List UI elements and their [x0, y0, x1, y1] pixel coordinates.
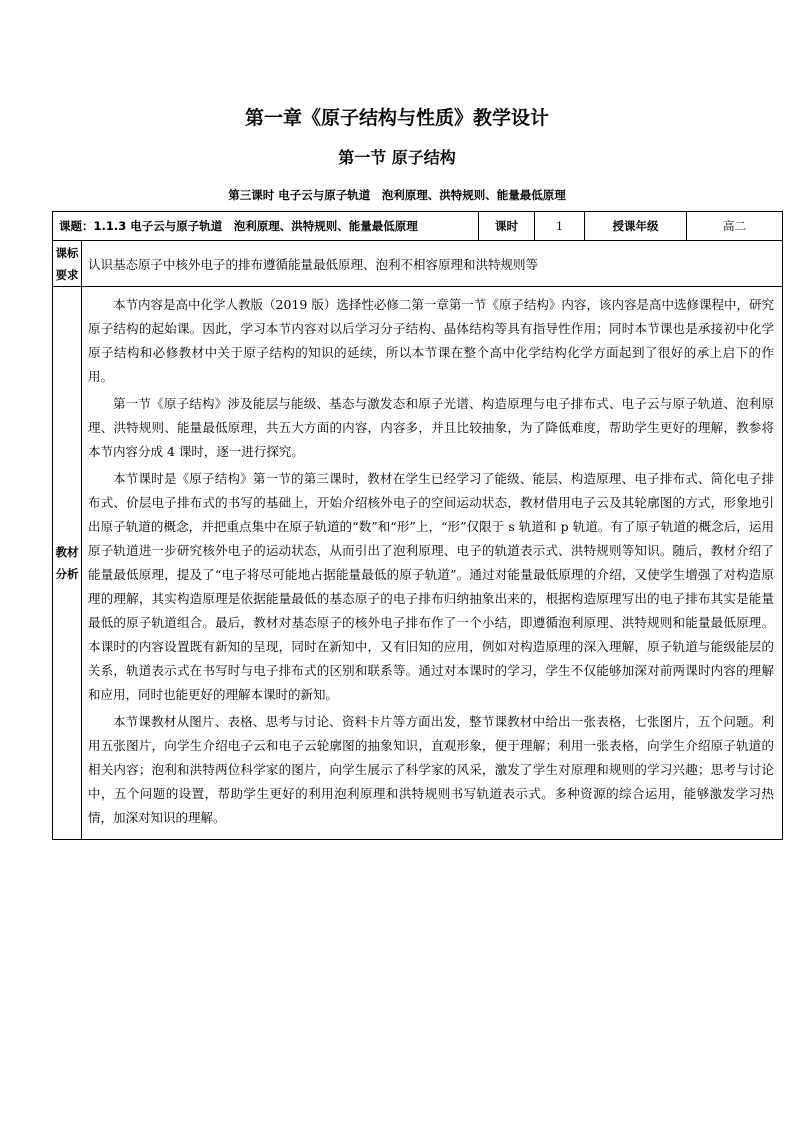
requirement-row: [53, 241, 783, 287]
lesson-plan-table: [52, 211, 783, 840]
topic-cell: [53, 212, 479, 241]
requirement-label-line-1: 课标: [55, 245, 79, 260]
header-row: [53, 212, 783, 241]
analysis-paragraph-1: 本节内容是高中化学人教版（2019 版）选择性必修二第一章第一节《原子结构》内容，该内容是高中选修课程中，研究原子结构的起始课。因此，学习本节内容对以后学习分子结构、晶体结构等具有指导性作用；同时本节课也是承接初中化学原子结构和必修教材中关于原子结构的知识的延续，所以本节课在整个高中化学结构化学方面起到了很好的承上启下的作用。: [88, 297, 774, 384]
grade-label: 授课年级: [585, 212, 687, 241]
topic-label: 课题：: [59, 219, 94, 233]
requirement-text: 认识基态原子中核外电子的排布遵循能量最低原理、泡利不相容原理和洪特规则等: [82, 241, 783, 287]
analysis-label-line-1: 教材: [55, 545, 79, 559]
requirement-label-line-2: 要求: [55, 267, 79, 282]
period-value: 1: [535, 212, 585, 241]
analysis-content: [82, 287, 783, 840]
document-title: 第一章《原子结构与性质》教学设计: [244, 107, 549, 129]
topic-value: 1.1.3 电子云与原子轨道 泡利原理、洪特规则、能量最低原理: [93, 219, 418, 233]
analysis-label: [53, 287, 82, 840]
section-title: 第一节 原子结构: [338, 148, 456, 167]
analysis-paragraph-2: 第一节《原子结构》涉及能层与能级、基态与激发态和原子光谱、构造原理与电子排布式、电子云与原子轨道、泡利原理、洪特规则、能量最低原理，共五大方面的内容，内容多，并且比较抽象，为了降低难度，帮助学生更好的理解，教参将本节内容分成 4 课时，逐一进行探究。: [88, 396, 774, 459]
analysis-paragraph-4: 本节课教材从图片、表格、思考与讨论、资料卡片等方面出发，整节课教材中给出一张表格，七张图片，五个问题。利用五张图片，向学生介绍电子云和电子云轮廓图的抽象知识，直观形象，便于理解；利用一张表格，向学生介绍原子轨道的相关内容；泡利和洪特两位科学家的图片，向学生展示了科学家的风采，激发了学生对原理和规则的学习兴趣；思考与讨论中，五个问题的设置，帮助学生更好的利用泡利原理和洪特规则书写轨道表示式。多种资源的综合运用，能够激发学习热情，加深对知识的理解。: [88, 714, 774, 825]
analysis-paragraph-3: 本节课时是《原子结构》第一节的第三课时，教材在学生已经学习了能级、能层、构造原理、电子排布式、简化电子排布式、价层电子排布式的书写的基础上，开始介绍核外电子的空间运动状态，教材借用电子云及其轮廓图的方式，形象地引出原子轨道的概念，并把重点集中在原子轨道的“数”和“形”上，“形”仅限于 s 轨道和 p 轨道。有了原子轨道的概念后，运用原子轨道进一步研究核外电子的运动状态，从而引出了泡利原理、电子的轨道表示式、洪特规则等知识。随后，教材介绍了能量最低原理，提及了“电子将尽可能地占据能量最低的原子轨道”。通过对能量最低原理的介绍，又使学生增强了对构造原理的理解，其实构造原理是依据能量最低的基态原子的电子排布归纳抽象出来的，根据构造原理写出的电子排布其实是能量最低的原子轨道组合。最后，教材对基态原子的核外电子排布作了一个小结，即遵循泡利原理、洪特规则和能量最低原理。本课时的内容设置既有新知的呈现，同时在新知中，又有旧知的应用，例如对构造原理的深入理解，原子轨道与能级能层的关系，轨道表示式在书写时与电子排布式的区别和联系等。通过对本课时的学习，学生不仅能够加深对前两课时内容的理解和应用，同时也能更好的理解本课时的新知。: [88, 471, 774, 702]
lesson-subtitle: 第三课时 电子云与原子轨道 泡利原理、洪特规则、能量最低原理: [228, 188, 566, 202]
analysis-label-line-2: 分析: [55, 567, 79, 581]
requirement-label: [53, 241, 82, 287]
grade-value: 高二: [687, 212, 783, 241]
analysis-row: [53, 287, 783, 840]
period-label: 课时: [479, 212, 535, 241]
